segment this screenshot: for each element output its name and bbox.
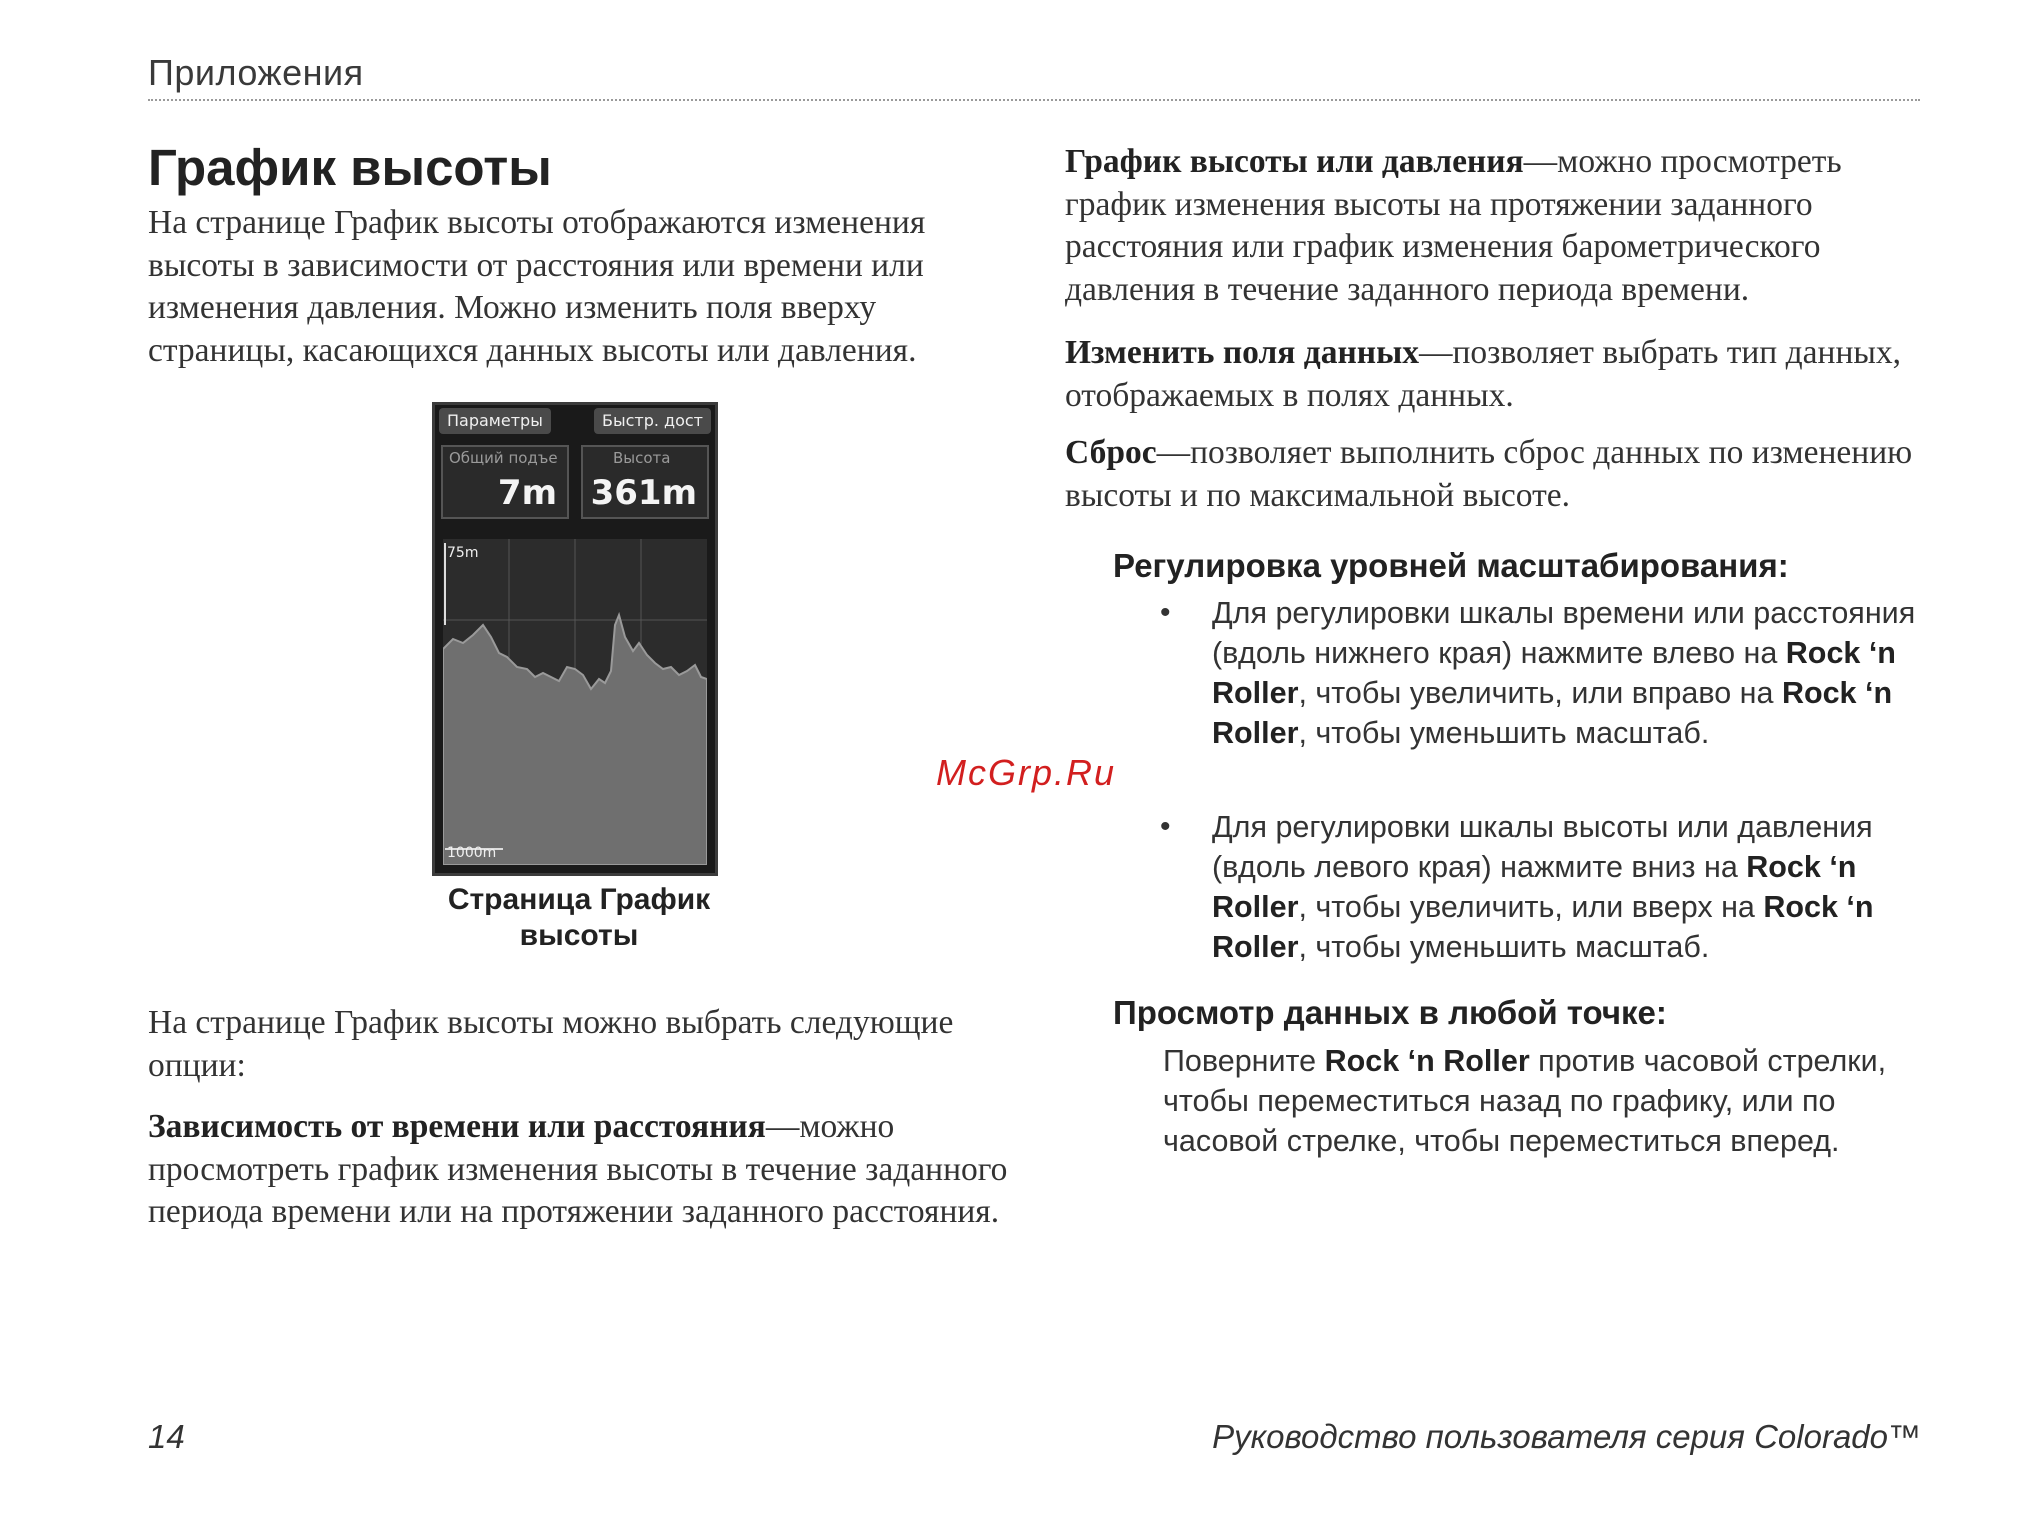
intro-paragraph: На странице График высоты отображаются изменения высоты в зависимости от расстояния или времени или изменения давления. Можно изменить поля вверху страницы, касающихся данных высоты или давления.: [148, 204, 926, 369]
rock-n-roller-term: Rock ‘n Roller: [1324, 1044, 1530, 1078]
elevation-field: [581, 445, 709, 519]
rock-n-roller-term: Rock ‘n Roller: [1212, 636, 1896, 710]
watermark: McGrp.Ru: [936, 752, 1117, 793]
device-toolbar: [435, 405, 715, 439]
rock-n-roller-term: Rock ‘n Roller: [1212, 676, 1893, 750]
footer-manual-title: Руководство пользователя серия Colorado™: [1212, 1418, 1921, 1455]
page-number: 14: [148, 1418, 185, 1455]
option-desc: —можно просмотреть график изменения высоты на протяжении заданного расстояния или график изменения барометрического давления в течение заданного периода времени.: [1065, 143, 1842, 308]
quick-access-button: Быстр. дост: [594, 408, 711, 434]
header-divider: [148, 99, 1920, 101]
elevation-label: Высота: [613, 449, 671, 467]
zoom-bullet-1: [1212, 593, 1932, 753]
text-run: Для регулировки шкалы высоты или давления (вдоль левого края) нажмите вниз на: [1212, 810, 1873, 884]
text-run: , чтобы уменьшить масштаб.: [1298, 930, 1710, 964]
total-ascent-label: Общий подъе: [449, 449, 558, 467]
y-scale-label: 75m: [447, 545, 479, 561]
figure-caption: Страница График высоты: [447, 883, 711, 952]
bullet-marker: •: [1160, 810, 1171, 843]
total-ascent-field: [441, 445, 569, 519]
page-title: График высоты: [148, 139, 552, 196]
text-run: против часовой стрелки, чтобы переместиться назад по графику, или по часовой стрелке, чтобы переместиться вперед.: [1163, 1044, 1887, 1158]
option-time-distance: [148, 1106, 1028, 1234]
elevation-plot: [443, 539, 707, 865]
device-screenshot: [432, 402, 718, 876]
view-data-paragraph: [1163, 1041, 1923, 1161]
option-elevation-pressure: [1065, 141, 1920, 311]
text-run: Поверните: [1163, 1044, 1325, 1078]
bullet-marker: •: [1160, 596, 1171, 629]
total-ascent-value: 7m: [497, 473, 557, 513]
elevation-value: 361m: [590, 473, 697, 513]
option-term: График высоты или давления: [1065, 143, 1524, 180]
option-desc: —позволяет выбрать тип данных, отображаемых в полях данных.: [1065, 334, 1902, 414]
option-change-fields: [1065, 332, 1920, 417]
zoom-bullet-2: [1212, 807, 1932, 967]
text-run: , чтобы увеличить, или вправо на: [1298, 676, 1782, 710]
text-run: , чтобы увеличить, или вверх на: [1298, 890, 1764, 924]
option-term: Сброс: [1065, 434, 1157, 471]
view-data-heading: Просмотр данных в любой точке:: [1113, 994, 1667, 1031]
parameters-button: Параметры: [439, 408, 551, 434]
option-reset: [1065, 432, 1920, 517]
text-run: , чтобы уменьшить масштаб.: [1298, 716, 1710, 750]
option-desc: —позволяет выполнить сброс данных по изменению высоты и по максимальной высоте.: [1065, 434, 1913, 514]
rock-n-roller-term: Rock ‘n Roller: [1212, 850, 1857, 924]
option-desc: —можно просмотреть график изменения высоты в течение заданного периода времени или на протяжении заданного расстояния.: [148, 1108, 1008, 1230]
x-scale-label: 1000m: [447, 845, 497, 861]
text-run: Для регулировки шкалы времени или расстояния (вдоль нижнего края) нажмите влево на: [1212, 596, 1916, 670]
option-term: Изменить поля данных: [1065, 334, 1419, 371]
rock-n-roller-term: Rock ‘n Roller: [1212, 890, 1874, 964]
section-header: Приложения: [148, 52, 364, 93]
zoom-heading: Регулировка уровней масштабирования:: [1113, 547, 1789, 584]
option-term: Зависимость от времени или расстояния: [148, 1108, 766, 1145]
options-intro: На странице График высоты можно выбрать следующие опции:: [148, 1004, 954, 1084]
